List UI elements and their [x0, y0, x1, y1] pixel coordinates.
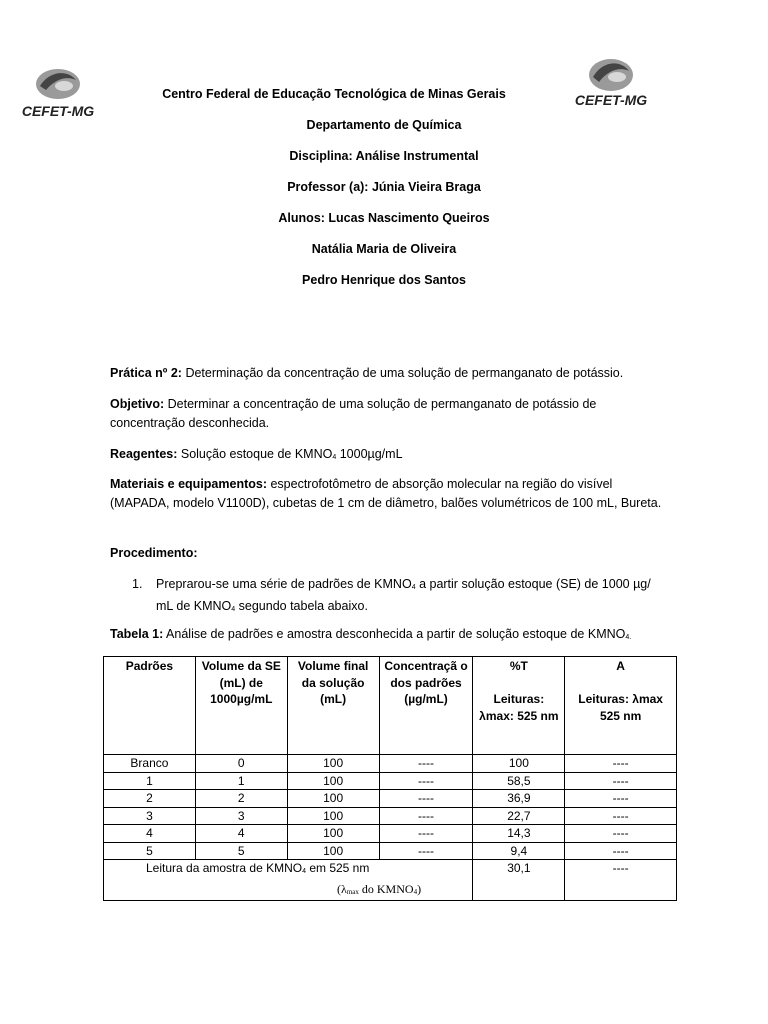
sample-label-line-1	[104, 860, 470, 881]
table-cell: 22,7	[473, 807, 565, 825]
sample-label-line-2	[104, 881, 470, 901]
table-cell: ----	[379, 807, 473, 825]
subscript: 4.	[625, 634, 632, 641]
sample-text-end: em 525 nm	[305, 861, 370, 875]
table-cell: 100	[287, 772, 379, 790]
list-number: 1.	[132, 577, 143, 591]
step1-text	[156, 575, 656, 619]
table-cell: 100	[473, 755, 565, 773]
table-cell: ----	[379, 790, 473, 808]
subscript: max	[346, 887, 359, 896]
tabela-text: Análise de padrões e amostra desconhecida a partir de solução estoque de KMNO	[163, 627, 626, 641]
sample-absorbance: ----	[565, 860, 677, 901]
step1-part-c: segundo tabela abaixo.	[235, 599, 368, 613]
subscript: 4	[413, 887, 418, 896]
subscript: 4	[231, 606, 236, 613]
professor-line: Professor (a): Júnia Vieira Braga	[287, 180, 481, 194]
tabela-caption	[110, 625, 710, 647]
reagentes-text-end: 1000µg/mL	[336, 447, 403, 461]
discipline-line: Disciplina: Análise Instrumental	[289, 149, 479, 163]
table-cell: 9,4	[473, 842, 565, 860]
materiais-paragraph	[110, 475, 670, 513]
table-cell: 4	[104, 825, 196, 843]
objetivo-paragraph	[110, 395, 670, 433]
table-row	[104, 825, 677, 843]
step1-part-b: a partir solução estoque (SE) de 1000 µg/ mL de KMNO	[156, 577, 651, 613]
sample-transmittance: 30,1	[473, 860, 565, 901]
table-cell: 100	[287, 842, 379, 860]
table-row	[104, 772, 677, 790]
subscript: 4	[332, 454, 337, 461]
institution-title: Centro Federal de Educação Tecnológica de Minas Gerais	[162, 87, 506, 101]
table-cell: 3	[195, 807, 287, 825]
table-cell: 2	[104, 790, 196, 808]
table-cell: ----	[379, 772, 473, 790]
table-cell: ----	[565, 807, 677, 825]
students-line-1: Alunos: Lucas Nascimento Queiros	[278, 211, 490, 225]
header-volume-final: Volume final da solução (mL)	[287, 657, 379, 755]
table-cell: ----	[565, 825, 677, 843]
table-cell: 36,9	[473, 790, 565, 808]
sample-text: Leitura da amostra de KMNO	[146, 861, 303, 875]
table-cell: 100	[287, 825, 379, 843]
table-cell: Branco	[104, 755, 196, 773]
procedimento-heading	[110, 544, 670, 563]
pratica-label: Prática nº 2:	[110, 366, 182, 380]
table-cell: ----	[379, 755, 473, 773]
table-header-row	[104, 657, 677, 755]
step1-part-a: Preprarou-se uma série de padrões de KMNO	[156, 577, 412, 591]
materiais-text: espectrofotômetro de absorção molecular na região do visível (MAPADA, modelo V1100D), cubetas de 1 cm de diâmetro, balões volumétricos de 100 mL, Bureta.	[110, 477, 662, 510]
header-concentracao: Concentraçã o dos padrões (µg/mL)	[379, 657, 473, 755]
table-cell: 14,3	[473, 825, 565, 843]
sample-label-cell	[104, 860, 473, 901]
sample-compound: do KMNO	[358, 881, 414, 896]
table-cell: 0	[195, 755, 287, 773]
subscript: 4	[411, 584, 416, 591]
students-line-3: Pedro Henrique dos Santos	[302, 273, 466, 287]
sample-lambda: (λ	[337, 881, 347, 896]
department-title: Departamento de Química	[306, 118, 462, 132]
table-row	[104, 842, 677, 860]
table-cell: 100	[287, 790, 379, 808]
materiais-label: Materiais e equipamentos:	[110, 477, 267, 491]
header-padroes: Padrões	[104, 657, 196, 755]
table-cell: 1	[104, 772, 196, 790]
pratica-text: Determinação da concentração de uma solução de permanganato de potássio.	[181, 366, 624, 380]
objetivo-text: Determinar a concentração de uma solução de permanganato de potássio de concentração desconhecida.	[110, 397, 597, 430]
pratica-paragraph	[110, 364, 670, 383]
objetivo-label: Objetivo:	[110, 397, 165, 411]
list-item	[132, 575, 652, 615]
header-volume-se: Volume da SE (mL) de 1000µg/mL	[195, 657, 287, 755]
table-cell: 3	[104, 807, 196, 825]
table-cell: ----	[379, 842, 473, 860]
table-cell: ----	[565, 772, 677, 790]
table-cell: 5	[104, 842, 196, 860]
table-cell: ----	[565, 790, 677, 808]
students-line-2: Natália Maria de Oliveira	[311, 242, 457, 256]
procedimento-label: Procedimento:	[110, 546, 198, 560]
table-cell: 4	[195, 825, 287, 843]
reagentes-text: Solução estoque de KMNO	[177, 447, 333, 461]
reagentes-paragraph	[110, 445, 670, 467]
cefet-mg-logo-right	[568, 55, 654, 111]
table-cell: ----	[565, 755, 677, 773]
table-cell: ----	[565, 842, 677, 860]
table-cell: 5	[195, 842, 287, 860]
data-table	[103, 656, 677, 901]
svg-text:CEFET-MG: CEFET-MG	[21, 103, 95, 119]
table-cell: 58,5	[473, 772, 565, 790]
table-cell: ----	[379, 825, 473, 843]
header-transmitancia: %T Leituras: λmax: 525 nm	[473, 657, 565, 755]
table-row	[104, 790, 677, 808]
table-cell: 2	[195, 790, 287, 808]
table-row	[104, 755, 677, 773]
sample-row	[104, 860, 677, 901]
sample-paren: )	[417, 881, 422, 896]
subscript: 4	[302, 868, 306, 875]
table-cell: 100	[287, 807, 379, 825]
svg-text:CEFET-MG: CEFET-MG	[574, 92, 648, 108]
header-absorbancia: A Leituras: λmax 525 nm	[565, 657, 677, 755]
table-row	[104, 807, 677, 825]
tabela-label: Tabela 1:	[110, 627, 164, 641]
table-cell: 100	[287, 755, 379, 773]
reagentes-label: Reagentes:	[110, 447, 178, 461]
table-cell: 1	[195, 772, 287, 790]
